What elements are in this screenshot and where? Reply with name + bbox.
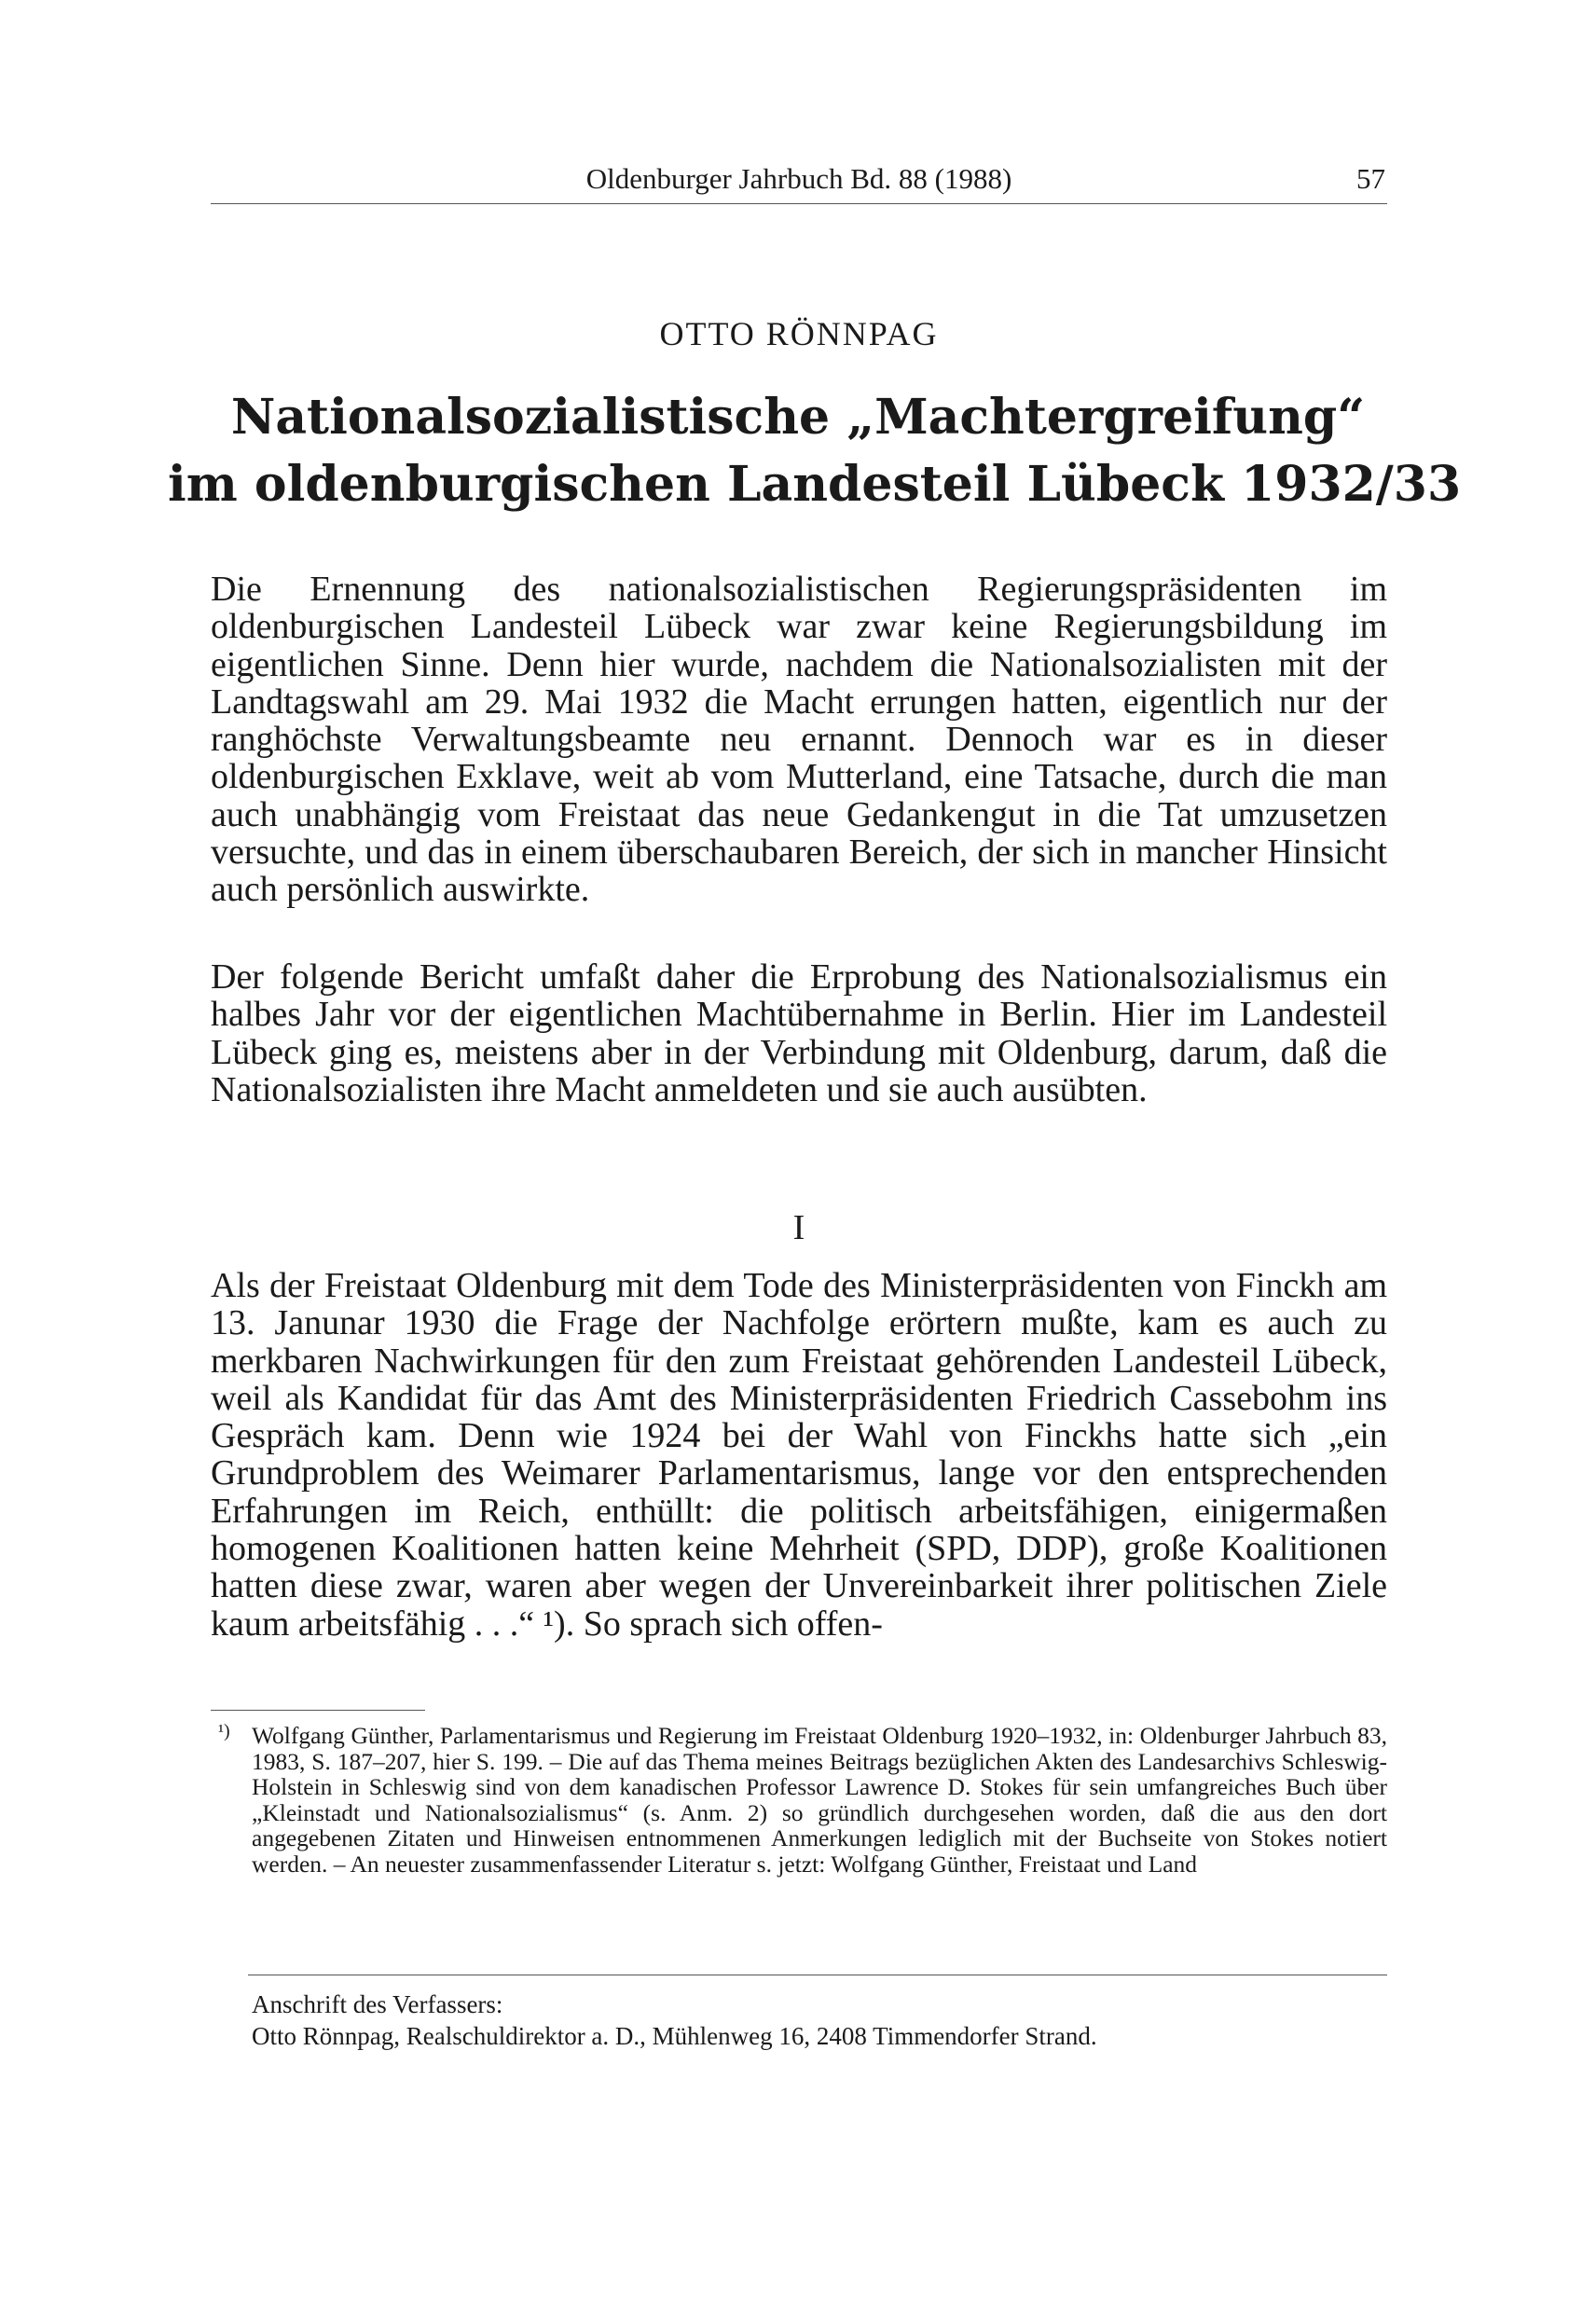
address-line: Otto Rönnpag, Realschuldirektor a. D., Mühlenweg 16, 2408 Timmendorfer Strand. bbox=[252, 2022, 1097, 2050]
section-heading: I bbox=[792, 1208, 805, 1247]
paragraph-text: Die Ernennung des nationalsozialistischen Regierungspräsidenten im oldenburgischen Landesteil Lübeck war zwar keine Regierungsbildung im eigentlichen Sinne. Denn hier wurde, nachdem die Nationalsozialisten mit der Landtagswahl am 29. Mai 1932 die Macht errungen hatten, eigentlich nur der ranghöchste Verwaltungsbeamte neu ernannt. Dennoch war es in dieser oldenburgischen Exklave, weit ab vom Mutterland, eine Tatsache, durch die man auch unabhängig vom Freistaat das neue Gedankengut in die Tat umzusetzen versuchte, und das in einem überschaubaren Bereich, der sich in mancher Hinsicht auch persönlich auswirkte. bbox=[211, 570, 1387, 910]
address-label: Anschrift des Verfassers: bbox=[252, 1990, 503, 2018]
author-name: OTTO RÖNNPAG bbox=[659, 315, 939, 352]
article-title bbox=[168, 384, 1462, 518]
paragraph-text: Der folgende Bericht umfaßt daher die Erprobung des Nationalsozialismus ein halbes Jahr vor der eigentlichen Machtübernahme in Berlin. Hier im Landesteil Lübeck ging es, meistens aber in der Verbindung mit Oldenburg, darum, daß die Nationalsozialisten ihre Macht anmeldeten und sie auch ausübten. bbox=[211, 957, 1387, 1109]
journal-title: Oldenburger Jahrbuch Bd. 88 (1988) bbox=[585, 162, 1012, 195]
title-line-1: Nationalsozialistische „Machtergreifung“ bbox=[230, 389, 1366, 446]
intro-paragraph-2 bbox=[211, 958, 1387, 1108]
section-1-paragraph bbox=[211, 1267, 1387, 1643]
intro-paragraph-1 bbox=[211, 571, 1387, 909]
footnote-text: Wolfgang Günther, Parlamentarismus und Regierung im Freistaat Oldenburg 1920–1932, in: Oldenburger Jahrbuch 83, 1983, S. 187–207, hier S. 199. – Die auf das Thema meines Beitrags bezüglichen Akten des Landesarchivs Schleswig-Holstein in Schleswig sind von dem kanadischen Professor Lawrence D. Stokes für sein umfangreiches Buch über „Kleinstadt und Nationalsozialismus“ (s. Anm. 2) so gründlich durchgesehen worden, daß die aus den dort angegebenen Zitaten und Hinweisen entnommenen Anmerkungen lediglich mit der Buchseite von Stokes notiert werden. – An neuester zusammenfassender Literatur s. jetzt: Wolfgang Günther, Freistaat und Land bbox=[252, 1722, 1387, 1878]
footnote-1 bbox=[211, 1723, 1387, 1877]
paragraph-text: Als der Freistaat Oldenburg mit dem Tode des Ministerpräsidenten von Finckh am 13. Janunar 1930 die Frage der Nachfolge erörtern mußte, kam es auch zu merkbaren Nachwirkungen für den zum Freistaat gehörenden Landesteil Lübeck, weil als Kandidat für das Amt des Ministerpräsidenten Friedrich Cassebohm ins Gespräch kam. Denn wie 1924 bei der Wahl von Finckhs hatte sich „ein Grundproblem des Weimarer Parlamentarismus, lange vor den entsprechenden Erfahrungen im Reich, enthüllt: die politisch arbeitsfähigen, einigermaßen homogenen Koalitionen hatten keine Mehrheit (SPD, DDP), große Koalitionen hatten diese zwar, waren aber wegen der Unvereinbarkeit ihrer politischen Ziele kaum arbeitsfähig . . .“ ¹). So sprach sich offen- bbox=[211, 1266, 1387, 1644]
footnote-divider bbox=[211, 1710, 425, 1711]
author-address bbox=[252, 1989, 1370, 2052]
footnote-marker: ¹) bbox=[218, 1721, 230, 1741]
page-number: 57 bbox=[1356, 162, 1385, 195]
title-line-2: im oldenburgischen Landesteil Lübeck 1932/33 bbox=[168, 456, 1462, 513]
running-header bbox=[211, 157, 1387, 204]
